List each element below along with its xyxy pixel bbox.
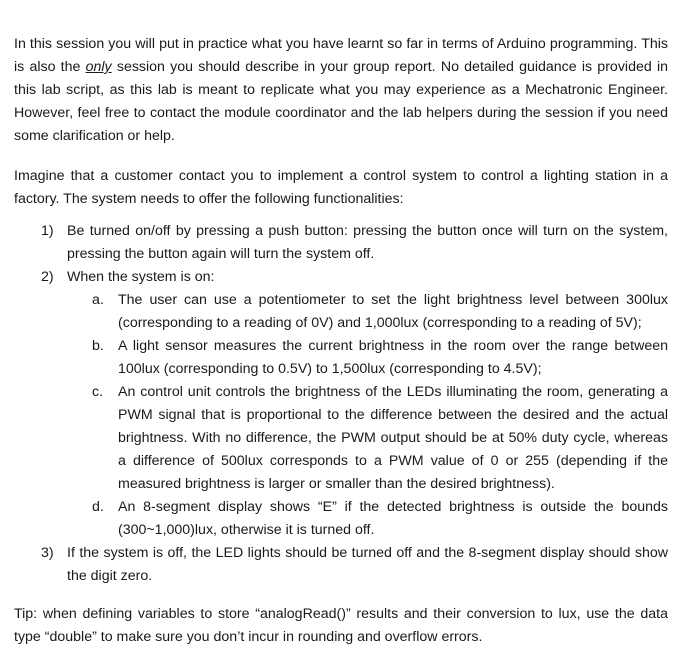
list-item-text: If the system is off, the LED lights should be turned off and the 8-segment display should show the digit zero. [67,545,668,584]
intro-emphasis: only [85,59,112,75]
functionality-list [14,220,668,588]
sub-list-item-text: An control unit controls the brightness of the LEDs illuminating the room, generating a PWM signal that is proportional to the difference between the desired and the actual brightness. With no difference, the PWM output should be at 50% duty cycle, whereas a difference of 500lux corresponds to a PWM value of 0 or 255 (depending if the measured brightness is larger or smaller than the desired brightness). [118,384,668,492]
scenario-paragraph: Imagine that a customer contact you to implement a control system to control a lighting station in a factory. The system needs to offer the following functionalities: [14,168,668,207]
list-item-number: 3) [41,545,54,561]
list-item-text: Be turned on/off by pressing a push button: pressing the button once will turn on the system, pressing the button again will turn the system off. [67,223,668,262]
intro-text-after: session you should describe in your group report. No detailed guidance is provided in this lab script, as this lab is meant to replicate what you may experience as a Mechatronic Engineer. However, feel free to contact the module coordinator and the lab helpers during the session if you need some clarification or help. [14,59,668,144]
sub-list [67,289,668,542]
list-item-number: 2) [41,269,54,285]
sub-list-item-letter: d. [92,499,104,515]
sub-list-item [67,496,668,542]
sub-list-item [67,289,668,335]
list-item-text: When the system is on: [67,269,215,285]
sub-list-item-text: An 8-segment display shows “E” if the detected brightness is outside the bounds (300~1,000)lux, otherwise it is turned off. [118,499,668,538]
sub-list-item [67,335,668,381]
list-item [14,266,668,542]
sub-list-item-letter: c. [92,384,104,400]
tip-paragraph: Tip: when defining variables to store “analogRead()” results and their conversion to lux, use the data type “double” to make sure you don’t incur in rounding and overflow errors. [14,606,668,645]
sub-list-item-text: The user can use a potentiometer to set the light brightness level between 300lux (corresponding to a reading of 0V) and 1,000lux (corresponding to a reading of 5V); [118,292,668,331]
sub-list-item-letter: b. [92,338,104,354]
sub-list-item [67,381,668,496]
list-item [14,542,668,588]
lab-script-document [14,33,668,649]
list-item-number: 1) [41,223,54,239]
sub-list-item-text: A light sensor measures the current brightness in the room over the range between 100lux (corresponding to 0.5V) to 1,500lux (corresponding to 4.5V); [118,338,668,377]
sub-list-item-letter: a. [92,292,104,308]
intro-text-before: In this session you will put in practice what you have learnt so far in terms of Arduino programming. This is also the [14,36,668,75]
list-item [14,220,668,266]
intro-paragraph [14,33,668,148]
